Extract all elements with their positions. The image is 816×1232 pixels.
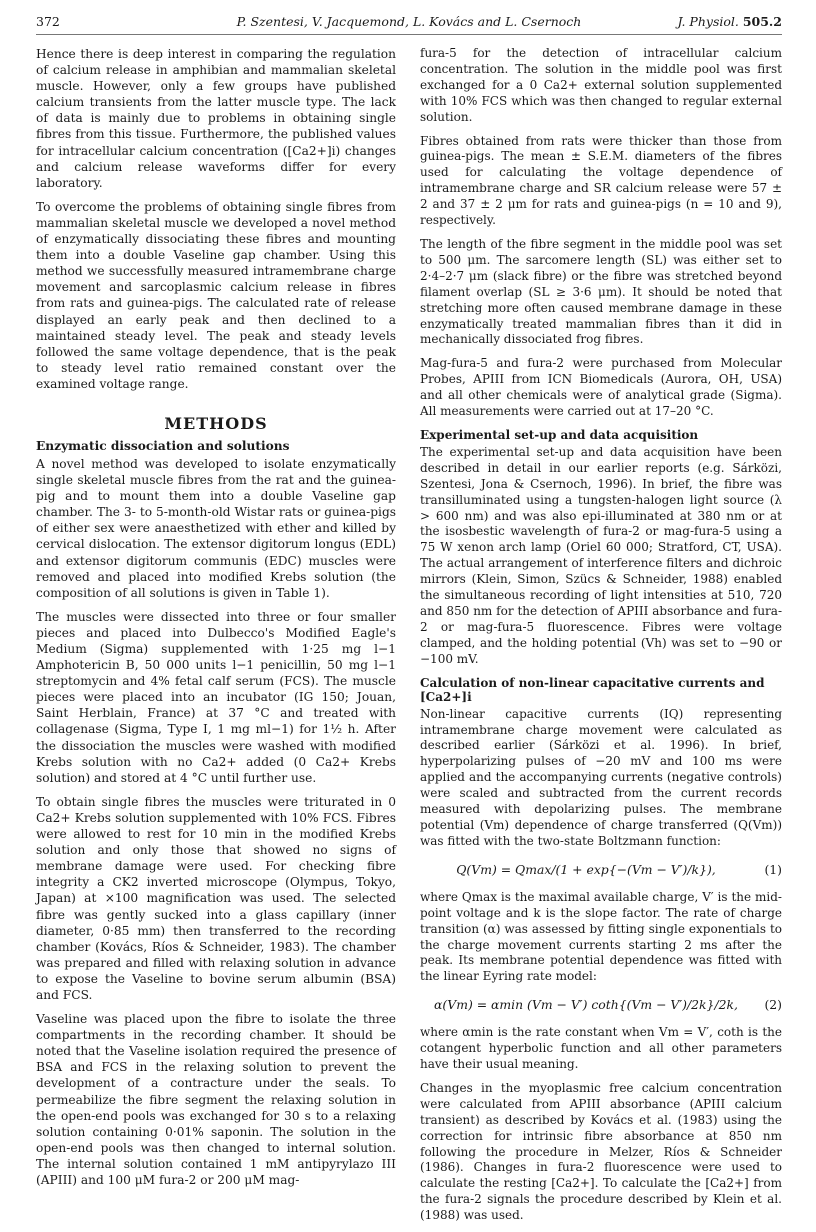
subsection-heading-calculation: Calculation of non-linear capacitative currents and [Ca2+]i xyxy=(420,675,765,704)
methods-paragraph-3: To obtain single fibres the muscles were triturated in 0 Ca2+ Krebs solution supplemented with 10% FCS. Fibres were allowed to rest for 10 min in the modified Krebs solution and only those that showed no signs of membrane damage were used. For checking fibre integrity a CK2 inverted microscope (Olympus, Tokyo, Japan) at ×100 magnification was used. The selected fibre was gently sucked into a glass capillary (inner diameter, 0·85 mm) then transferred to the recording chamber (Kovács, Ríos & Schneider, 1983). The chamber was prepared and filled with relaxing solution in advance to expose the Vaseline to bovine serum albumin (BSA) and FCS. xyxy=(36,794,396,1002)
equation-1-body: Q(Vm) = Qmax/(1 + exp{−(Vm − V′)/k}), xyxy=(456,861,716,877)
intro-paragraph-1: Hence there is deep interest in comparing the regulation of calcium release in amphibian and mammalian skeletal muscle. However, only a few groups have published calcium transients from the latter muscle type. The lack of data is mainly due to problems in obtaining single fibres from this tissue. Furthermore, the published values for intracellular calcium concentration ([Ca2+]i) changes and calcium release waveforms differ for every laboratory. xyxy=(36,47,396,190)
subsection-heading-setup: Experimental set-up and data acquisition xyxy=(420,427,699,442)
methods-heading: METHODS xyxy=(164,413,268,433)
right-column xyxy=(420,46,782,1232)
left-column xyxy=(36,46,396,1196)
methods-paragraph-1: A novel method was developed to isolate enzymatically single skeletal muscle fibres from the rat and the guinea-pig and to mount them into a double Vaseline gap chamber. The 3- to 5-month-old Wistar rats or guinea-pigs of either sex were anaesthetized with ether and killed by cervical dislocation. The extensor digitorum longus (EDL) and extensor digitorum communis (EDC) muscles were removed and placed into modified Krebs solution (the composition of all solutions is given in Table 1). xyxy=(36,456,396,600)
equation-2 xyxy=(420,993,782,1019)
running-header xyxy=(36,12,782,35)
journal-citation xyxy=(677,14,782,29)
right-paragraph-8: where αmin is the rate constant when Vm = V′, coth is the cotangent hyperbolic function and all other parameters have their usual meaning. xyxy=(420,1025,782,1072)
right-paragraph-7: where Qmax is the maximal available charge, V′ is the mid-point voltage and k is the slope factor. The rate of charge transition (α) was assessed by fitting single exponentials to the charge movement currents starting 2 ms after the peak. Its membrane potential dependence was fitted with the linear Eyring rate model: xyxy=(420,889,782,984)
running-authors: P. Szentesi, V. Jacquemond, L. Kovács and L. Csernoch xyxy=(236,14,582,29)
equation-2-body: α(Vm) = αmin (Vm − V′) coth{(Vm − V′)/2k}/2k, xyxy=(434,997,738,1013)
journal-name: J. Physiol. xyxy=(677,14,739,29)
subsection-heading-dissociation: Enzymatic dissociation and solutions xyxy=(36,438,290,453)
methods-paragraph-4: Vaseline was placed upon the fibre to isolate the three compartments in the recording chamber. It should be noted that the Vaseline isolation required the presence of BSA and FCS in the relaxing solution to prevent the development of a contracture under the seals. To permeabilize the fibre segment the relaxing solution in the open-end pools was exchanged for 30 s to a relaxing solution containing 0·01% saponin. The solution in the open-end pools was then changed to internal solution. The internal solution contained 1 mM antipyrylazo III (APIII) and 100 μM fura-2 or 200 μM mag- xyxy=(36,1012,396,1187)
intro-paragraph-2: To overcome the problems of obtaining single fibres from mammalian skeletal muscle we developed a novel method of enzymatically dissociating these fibres and mounting them into a double Vaseline gap chamber. Using this method we successfully measured intramembrane charge movement and sarcoplasmic calcium release in fibres from rats and guinea-pigs. The calculated rate of release displayed an early peak and then declined to a maintained steady level. The peak and steady levels followed the same voltage dependence, that is the peak to steady level ratio remained constant over the examined voltage range. xyxy=(36,199,396,391)
right-paragraph-6: Non-linear capacitive currents (IQ) representing intramembrane charge movement were calculated as described earlier (Sárközi et al. 1996). In brief, hyperpolarizing pulses of −20 mV and 100 ms were applied and the accompanying currents (negative controls) were scaled and subtracted from the current records measured with depolarizing pulses. The membrane potential (Vm) dependence of charge transferred (Q(Vm)) was fitted with the two-state Boltzmann function: xyxy=(420,706,782,848)
right-paragraph-9: Changes in the myoplasmic free calcium concentration were calculated from APIII absorbance (APIII calcium transient) as described by Kovács et al. (1983) using the correction for intrinsic fibre absorbance at 850 nm following the procedure in Melzer, Ríos & Schneider (1986). Changes in fura-2 fluorescence were used to calculate the resting [Ca2+]. To calculate the [Ca2+] from the fura-2 signals the procedure described by Klein et al. (1988) was used. xyxy=(420,1080,782,1223)
equation-2-number: (2) xyxy=(764,997,782,1013)
equation-1 xyxy=(420,858,782,884)
page-number: 372 xyxy=(36,14,60,29)
right-paragraph-2: Fibres obtained from rats were thicker than those from guinea-pigs. The mean ± S.E.M. diameters of the fibres used for calculating the voltage dependence of intramembrane charge and SR calcium release were 57 ± 2 and 37 ± 2 μm for rats and guinea-pigs (n = 10 and 9), respectively. xyxy=(420,133,782,228)
right-paragraph-4: Mag-fura-5 and fura-2 were purchased from Molecular Probes, APIII from ICN Biomedicals (Aurora, OH, USA) and all other chemicals were of analytical grade (Sigma). All measurements were carried out at 17–20 °C. xyxy=(420,356,782,419)
journal-volume: 505.2 xyxy=(742,14,782,29)
methods-paragraph-2: The muscles were dissected into three or four smaller pieces and placed into Dulbecco's Modified Eagle's Medium (Sigma) supplemented with 1·25 mg l−1 Amphotericin B, 50 000 units l−1 penicillin, 50 mg l−1 streptomycin and 4% fetal calf serum (FCS). The muscle pieces were placed into an incubator (IG 150; Jouan, Saint Herblain, France) at 37 °C and treated with collagenase (Sigma, Type I, 1 mg ml−1) for 1½ h. After the dissociation the muscles were washed with modified Krebs solution with no Ca2+ added (0 Ca2+ Krebs solution) and stored at 4 °C until further use. xyxy=(36,609,396,785)
right-paragraph-3: The length of the fibre segment in the middle pool was set to 500 μm. The sarcomere length (SL) was either set to 2·4–2·7 μm (slack fibre) or the fibre was stretched beyond filament overlap (SL ≥ 3·6 μm). It should be noted that stretching more often caused membrane damage in these enzymatically treated mammalian fibres than it did in mechanically dissociated frog fibres. xyxy=(420,236,782,347)
right-paragraph-5: The experimental set-up and data acquisition have been described in detail in our earlier reports (e.g. Sárközi, Szentesi, Jona & Csernoch, 1996). In brief, the fibre was transilluminated using a tungsten-halogen light source (λ > 600 nm) and was also epi-illuminated at 380 nm or at the isosbestic wavelength of fura-2 or mag-fura-5 using a 75 W xenon arch lamp (Oriel 60 000; Stratford, CT, USA). The actual arrangement of interference filters and dichroic mirrors (Klein, Simon, Szücs & Schneider, 1988) enabled the simultaneous recording of light intensities at 510, 720 and 850 nm for the detection of APIII absorbance and fura-2 or mag-fura-5 fluorescence. Fibres were voltage clamped, and the holding potential (Vh) was set to −90 or −100 mV. xyxy=(420,444,782,666)
equation-1-number: (1) xyxy=(764,861,782,877)
right-paragraph-1: fura-5 for the detection of intracellular calcium concentration. The solution in the middle pool was first exchanged for a 0 Ca2+ external solution supplemented with 10% FCS which was then changed to regular external solution. xyxy=(420,46,782,124)
